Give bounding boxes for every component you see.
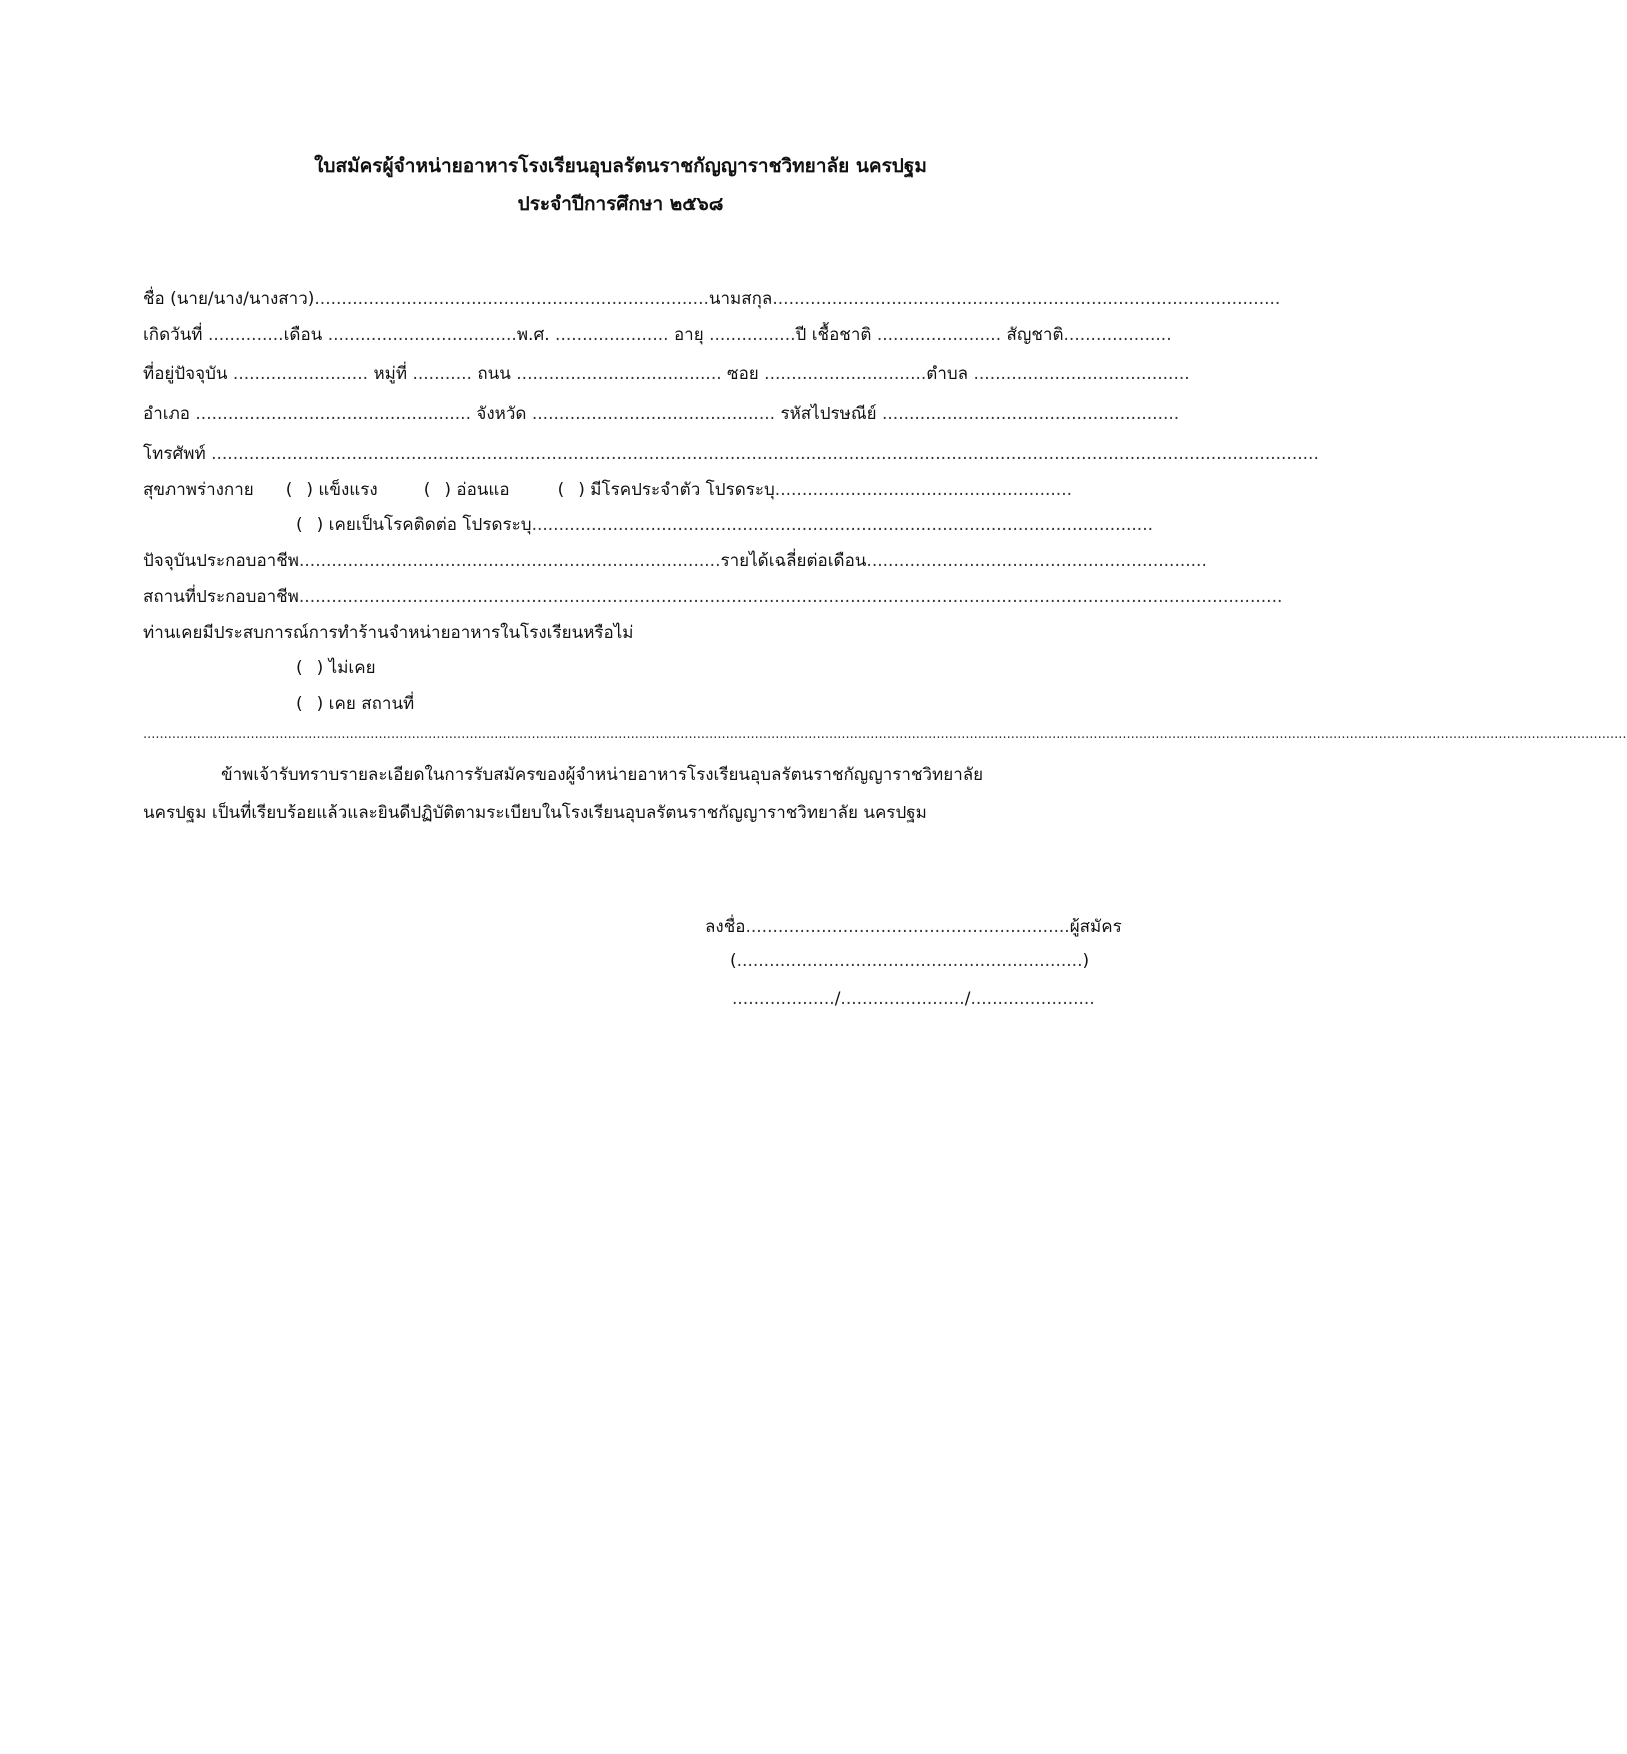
health-contagious-field[interactable]: ................................................................................................................... xyxy=(531,515,1154,535)
occupation-label: ปัจจุบันประกอบอาชีพ xyxy=(143,551,299,571)
address-label: ที่อยู่ปัจจุบัน xyxy=(143,364,228,384)
experience-question: ท่านเคยมีประสบการณ์การทำร้านจำหน่ายอาหารในโรงเรียนหรือไม่ xyxy=(143,623,634,643)
form-title: ใบสมัครผู้จำหน่ายอาหารโรงเรียนอุบลรัตนราชกัญญาราชวิทยาลัย นครปฐม xyxy=(314,155,927,177)
phone-row xyxy=(143,441,1319,467)
occupation-field[interactable]: .............................................................................. xyxy=(298,551,721,571)
applicant-label: ผู้สมัคร xyxy=(1069,917,1122,937)
surname-label: นามสกุล xyxy=(708,289,773,309)
road-field[interactable]: ...................................... xyxy=(516,364,722,384)
postcode-label: รหัสไปรษณีย์ xyxy=(780,404,877,424)
ethnicity-label: เชื้อชาติ xyxy=(811,325,872,345)
health-contagious-label: ) เคยเป็นโรคติดต่อ โปรดระบุ xyxy=(316,515,532,535)
workplace-row xyxy=(143,584,1283,610)
month-label: เดือน xyxy=(283,325,323,345)
health-strong-label: ) แข็งแรง xyxy=(306,480,378,500)
moo-field[interactable]: ........... xyxy=(412,364,472,384)
province-label: จังหวัด xyxy=(476,404,527,424)
subdistrict-label: ตำบล xyxy=(926,364,969,384)
form-subtitle: ประจำปีการศึกษา ๒๕๖๘ xyxy=(517,193,724,215)
paren-close: ) xyxy=(1082,951,1090,971)
health-contagious-checkbox[interactable]: ( xyxy=(296,515,303,535)
ethnicity-field[interactable]: ....................... xyxy=(876,325,1002,345)
road-label: ถนน xyxy=(477,364,511,384)
nationality-label: สัญชาติ xyxy=(1006,325,1064,345)
workplace-field[interactable]: ...................................................................................................................................................................................... xyxy=(298,587,1283,607)
health-weak-label: ) อ่อนแอ xyxy=(444,480,510,500)
nationality-field[interactable]: .................... xyxy=(1063,325,1172,345)
soi-label: ซอย xyxy=(727,364,759,384)
birthday-label: เกิดวันที่ xyxy=(143,325,203,345)
health-chronic-field[interactable]: ....................................................... xyxy=(774,480,1073,500)
subdistrict-field[interactable]: ........................................ xyxy=(973,364,1190,384)
workplace-label: สถานที่ประกอบอาชีพ xyxy=(143,587,299,607)
birth-row xyxy=(143,322,1172,348)
income-label: รายได้เฉลี่ยต่อเดือน xyxy=(720,551,867,571)
district-label: อำเภอ xyxy=(143,404,190,424)
occupation-row xyxy=(143,548,1207,574)
age-unit: ปี xyxy=(795,325,807,345)
signature-row xyxy=(705,913,1122,940)
health-row xyxy=(143,477,1098,503)
address-field[interactable]: ......................... xyxy=(232,364,369,384)
health-weak-checkbox[interactable]: ( xyxy=(423,480,431,500)
income-field[interactable]: ............................................................... xyxy=(866,551,1207,571)
province-field[interactable]: ............................................. xyxy=(531,404,776,424)
year-label: พ.ศ. xyxy=(516,325,550,345)
date-day-field[interactable]: ................... xyxy=(732,989,835,1009)
printed-name-row xyxy=(730,951,1130,971)
district-row xyxy=(143,401,1180,427)
birthday-field[interactable]: .............. xyxy=(207,325,284,345)
sign-label: ลงชื่อ xyxy=(705,917,746,937)
date-month-field[interactable]: ....................... xyxy=(840,989,965,1009)
moo-label: หมู่ที่ xyxy=(373,364,408,384)
health-strong-checkbox[interactable]: ( xyxy=(285,480,293,500)
health-label: สุขภาพร่างกาย xyxy=(143,480,254,500)
exp-ever-row xyxy=(143,691,1098,717)
exp-never-checkbox[interactable]: ( xyxy=(296,658,303,678)
name-field[interactable]: ......................................................................... xyxy=(314,289,709,309)
exp-ever-checkbox[interactable]: ( xyxy=(296,694,303,714)
printed-name-field[interactable]: ................................................................ xyxy=(736,951,1083,971)
declaration-text-1: ข้าพเจ้ารับทราบรายละเอียดในการรับสมัครของผู้จำหน่ายอาหารโรงเรียนอุบลรัตนราชกัญญาราชวิทยาลัย xyxy=(221,765,984,785)
contagious-row xyxy=(143,512,1154,538)
age-label: อายุ xyxy=(673,325,704,345)
date-sep-1: / xyxy=(834,989,841,1009)
month-field[interactable]: ................................... xyxy=(327,325,517,345)
name-row xyxy=(143,286,1281,312)
exp-never-row xyxy=(143,655,1098,681)
exp-ever-label: ) เคย สถานที่ xyxy=(316,694,415,714)
postcode-field[interactable]: ....................................................... xyxy=(881,404,1180,424)
surname-field[interactable]: .............................................................................................. xyxy=(772,289,1281,309)
year-field[interactable]: ..................... xyxy=(555,325,669,345)
district-field[interactable]: ................................................... xyxy=(195,404,471,424)
health-chronic-label: ) มีโรคประจำตัว โปรดระบุ xyxy=(578,480,775,500)
phone-label: โทรศัพท์ xyxy=(143,444,206,464)
exp-never-label: ) ไม่เคย xyxy=(316,658,376,678)
name-label: ชื่อ (นาย/นาง/นางสาว) xyxy=(143,289,315,309)
age-field[interactable]: ................ xyxy=(709,325,796,345)
declaration-line-2: นครปฐม เป็นที่เรียบร้อยแล้วและยินดีปฏิบัติตามระเบียบในโรงเรียนอุบลรัตนราชกัญญาราชวิทยาลัย นครปฐม xyxy=(143,803,927,823)
paren-open: ( xyxy=(730,951,737,971)
declaration-line-1 xyxy=(143,756,1098,794)
address-row xyxy=(143,361,1190,387)
phone-field[interactable]: ............................................................................................................................................................................................................. xyxy=(211,444,1319,464)
soi-field[interactable]: .............................. xyxy=(764,364,927,384)
health-chronic-checkbox[interactable]: ( xyxy=(557,480,565,500)
date-sep-2: / xyxy=(964,989,971,1009)
date-row xyxy=(732,989,1132,1009)
date-year-field[interactable]: ....................... xyxy=(970,989,1095,1009)
signature-field[interactable]: ............................................................ xyxy=(745,917,1070,937)
exp-place-field[interactable]: ....................................................................................................................................................................................................................................................................................................................................................................... xyxy=(143,727,1627,742)
